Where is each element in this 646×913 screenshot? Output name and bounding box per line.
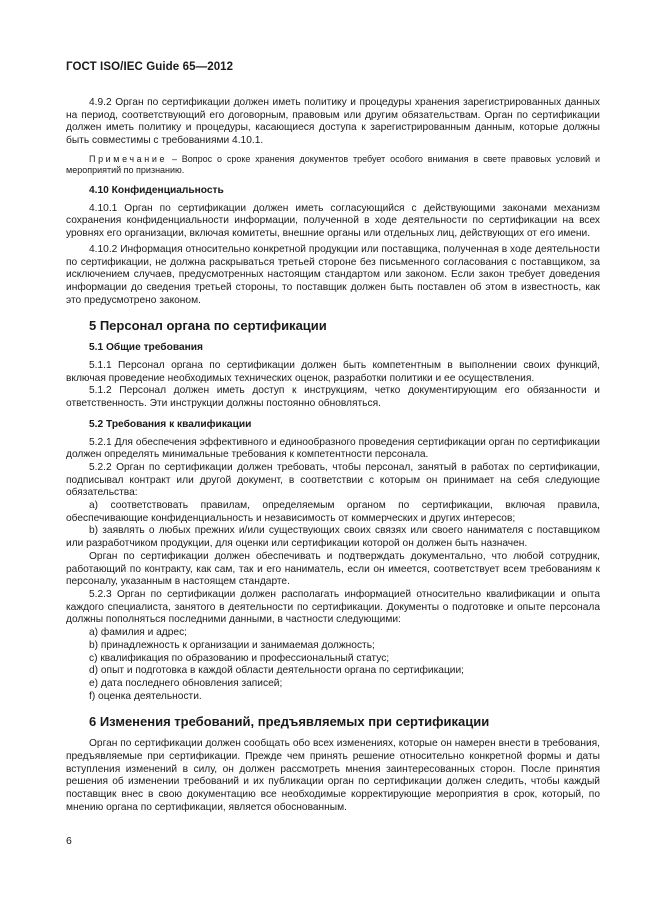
note bbox=[66, 154, 600, 177]
section-heading-5-2: 5.2 Требования к квалификации bbox=[89, 418, 252, 430]
note-text: – Вопрос о сроке хранения документов требует особого внимания в свете правовых условий и мероприятий по признанию. bbox=[66, 153, 600, 176]
list-item: c) квалификация по образованию и профессиональный статус; bbox=[89, 652, 390, 664]
section-heading-4-10: 4.10 Конфиденциальность bbox=[89, 185, 224, 196]
list-item: d) опыт и подготовка в каждой области деятельности органа по сертификации; bbox=[89, 665, 465, 677]
paragraph-5-2-2-a: a) соответствовать правилам, определяемым органом по сертификации, включая правила, обеспечивающие конфиденциальность и независимость от коммерческих и других интересов; bbox=[66, 500, 600, 524]
paragraph-5-1-1: 5.1.1 Персонал органа по сертификации должен быть компетентным в выполнении своих функций, включая проведение необходимых технических оценок, разработки политики и ее осуществления. bbox=[66, 360, 600, 384]
paragraph-5-2-1: 5.2.1 Для обеспечения эффективного и единообразного проведения сертификации орган по сертификации должен определять минимальные требования к компетентности персонала. bbox=[66, 436, 600, 461]
paragraph-5-2-2-c: Орган по сертификации должен обеспечивать и подтверждать документально, что любой сотрудник, работающий по контракту, как сам, так и его наниматель, если он имеется, соответствует всем требованиям к персоналу, указанным в настоящем стандарте. bbox=[66, 550, 600, 588]
paragraph-6: Орган по сертификации должен сообщать обо всех изменениях, которые он намерен внести в требования, предъявляемые при сертификации. Прежде чем принять решение относительно конкретной формы и даты вступления изменений в силу, он должен рассмотреть мнения заинтересованных сторон. После принятия решения об изменении требований и их публикации орган по сертификации должен следить, чтобы каждый поставщик внес в свою документацию все необходимые корректирующие мероприятия в срок, который, по мнению органа по сертификации, является обоснованным. bbox=[66, 738, 600, 813]
paragraph-5-1-2: 5.1.2 Персонал должен иметь доступ к инструкциям, четко документирующим его обязанности и ответственность. Эти инструкции должны постоянно обновляться. bbox=[66, 385, 600, 410]
list-item: e) дата последнего обновления записей; bbox=[89, 677, 283, 689]
list-item: b) принадлежность к организации и занимаемая должность; bbox=[89, 639, 375, 651]
paragraph-5-2-2: 5.2.2 Орган по сертификации должен требовать, чтобы персонал, занятый в работах по сертификации, подписывал контракт или другой документ, в соответствии с которым он принимает на себя следующие обязательства: bbox=[66, 461, 600, 499]
paragraph-5-2-2-b: b) заявлять о любых прежних и/или существующих своих связях или своего нанимателя с поставщиком или разработчиком продукции, для оценки или сертификации которой он должен быть назначен. bbox=[66, 525, 600, 550]
document-header: ГОСТ ISO/IEC Guide 65—2012 bbox=[66, 61, 234, 73]
note-label: Примечание bbox=[89, 153, 168, 164]
list-item: a) фамилия и адрес; bbox=[89, 627, 187, 639]
page-number: 6 bbox=[66, 835, 72, 847]
paragraph-5-2-3: 5.2.3 Орган по сертификации должен располагать информацией относительно квалификации и опыта каждого специалиста, занятого в деятельности по сертификации. Документы о подготовке и опыте персонала должны пополняться последними данными, в частности следующими: bbox=[66, 588, 600, 626]
paragraph-4-10-1: 4.10.1 Орган по сертификации должен иметь согласующийся с действующими законами механизм сохранения конфиденциальности информации, полученной в ходе деятельности по сертификации на всех уровнях его организации, включая комитеты, внешние органы или отдельных лиц, действующих от его имени. bbox=[66, 202, 600, 240]
list-item: f) оценка деятельности. bbox=[89, 690, 202, 702]
section-heading-5: 5 Персонал органа по сертификации bbox=[89, 318, 327, 334]
section-heading-6: 6 Изменения требований, предъявляемых при сертификации bbox=[89, 714, 490, 730]
paragraph-4-10-2: 4.10.2 Информация относительно конкретной продукции или поставщика, полученная в ходе деятельности по сертификации, не должна раскрываться третьей стороне без письменного согласования с поставщиком, за исключением случаев, предусмотренных настоящим стандартом или законом. Если закон требует доведения информации до сведения третьей стороны, то поставщик должен быть поставлен об этом в известность, как это предусмотрено законом. bbox=[66, 243, 600, 306]
section-heading-5-1: 5.1 Общие требования bbox=[89, 342, 203, 354]
page-content bbox=[66, 97, 600, 815]
paragraph-4-9-2: 4.9.2 Орган по сертификации должен иметь политику и процедуры хранения зарегистрированных данных на период, соответствующий его договорным, правовым или другим обязательствам. Орган по сертификации должен иметь политику и процедуры, касающиеся доступа к зарегистрированным данным, которые должны быть совместимы с требованиями 4.10.1. bbox=[66, 97, 600, 147]
